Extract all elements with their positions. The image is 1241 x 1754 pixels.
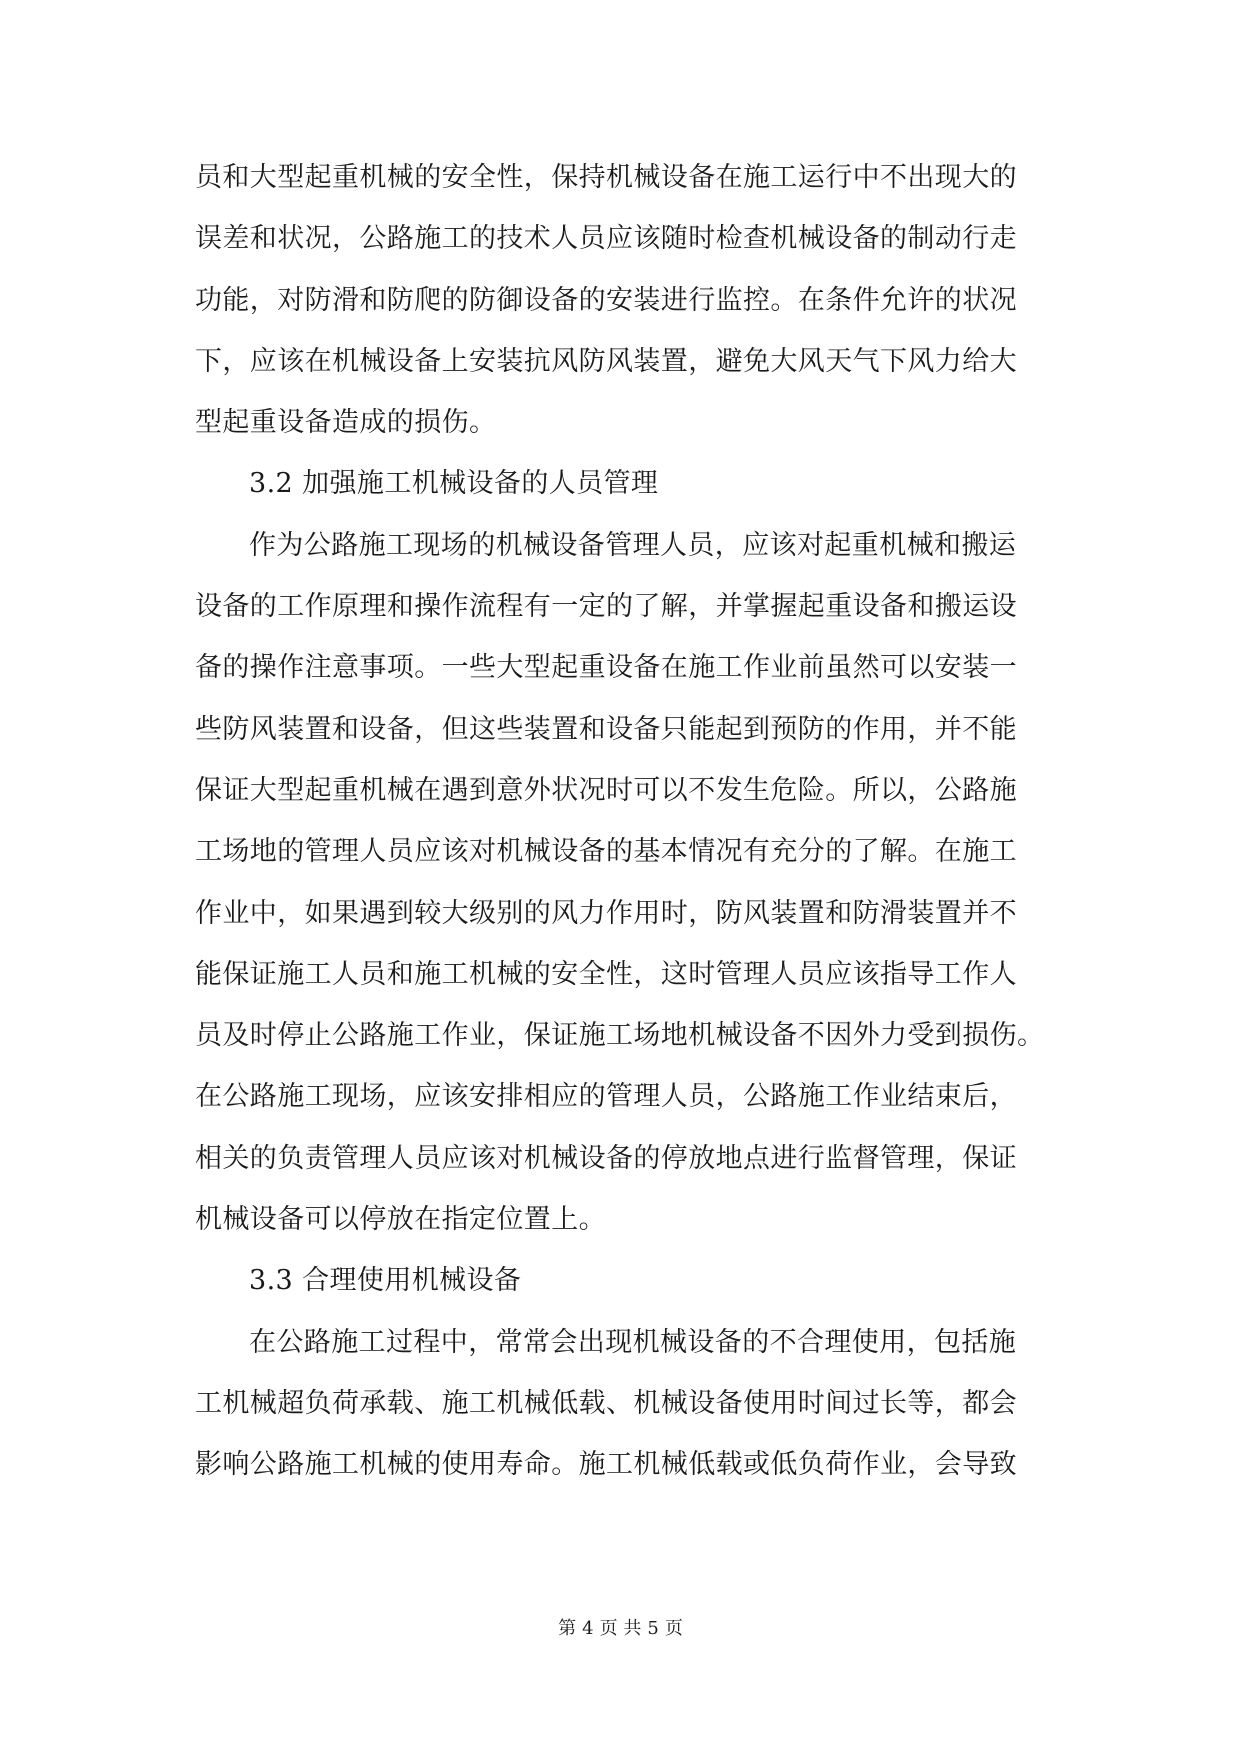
text-line: 在公路施工过程中，常常会出现机械设备的不合理使用，包括施	[249, 1326, 1017, 1358]
footer-prefix: 第	[558, 1618, 577, 1639]
text-line: 下，应该在机械设备上安装抗风防风装置，避免大风天气下风力给大	[195, 345, 1017, 377]
text-line: 作业中，如果遇到较大级别的风力作用时，防风装置和防滑装置并不	[195, 897, 1017, 929]
text-line: 设备的工作原理和操作流程有一定的了解，并掌握起重设备和搬运设	[195, 591, 1017, 623]
text-line: 保证大型起重机械在遇到意外状况时可以不发生危险。所以，公路施	[195, 774, 1017, 806]
page-footer	[0, 1617, 1241, 1641]
text-line: 能保证施工人员和施工机械的安全性，这时管理人员应该指导工作人	[195, 958, 1017, 990]
text-line: 在公路施工现场，应该安排相应的管理人员，公路施工作业结束后，	[195, 1081, 1017, 1113]
text-line: 型起重设备造成的损伤。	[195, 407, 497, 439]
text-line: 员及时停止公路施工作业，保证施工场地机械设备不因外力受到损伤。	[195, 1020, 1045, 1052]
text-line: 误差和状况，公路施工的技术人员应该随时检查机械设备的制动行走	[195, 223, 1017, 255]
text-line: 员和大型起重机械的安全性，保持机械设备在施工运行中不出现大的	[195, 162, 1017, 193]
text-line: 相关的负责管理人员应该对机械设备的停放地点进行监督管理，保证	[195, 1142, 1017, 1174]
text-line: 机械设备可以停放在指定位置上。	[195, 1204, 606, 1236]
footer-suffix: 页	[664, 1618, 683, 1639]
text-line: 工场地的管理人员应该对机械设备的基本情况有充分的了解。在施工	[195, 836, 1017, 868]
text-line: 作为公路施工现场的机械设备管理人员，应该对起重机械和搬运	[249, 529, 1017, 561]
footer-page-number: 4	[582, 1618, 594, 1639]
footer-middle: 页 共	[599, 1618, 642, 1639]
footer-total-pages: 5	[647, 1618, 659, 1639]
section-heading-3-3: 3.3 合理使用机械设备	[249, 1265, 522, 1297]
text-line: 工机械超负荷承载、施工机械低载、机械设备使用时间过长等，都会	[195, 1387, 1017, 1419]
section-heading-3-2: 3.2 加强施工机械设备的人员管理	[249, 468, 659, 500]
text-line: 功能，对防滑和防爬的防御设备的安装进行监控。在条件允许的状况	[195, 284, 1017, 316]
text-line: 些防风装置和设备，但这些装置和设备只能起到预防的作用，并不能	[195, 713, 1017, 745]
text-line: 备的操作注意事项。一些大型起重设备在施工作业前虽然可以安装一	[195, 652, 1017, 684]
body-text	[195, 158, 1055, 1507]
text-line: 影响公路施工机械的使用寿命。施工机械低载或低负荷作业，会导致	[195, 1449, 1017, 1481]
